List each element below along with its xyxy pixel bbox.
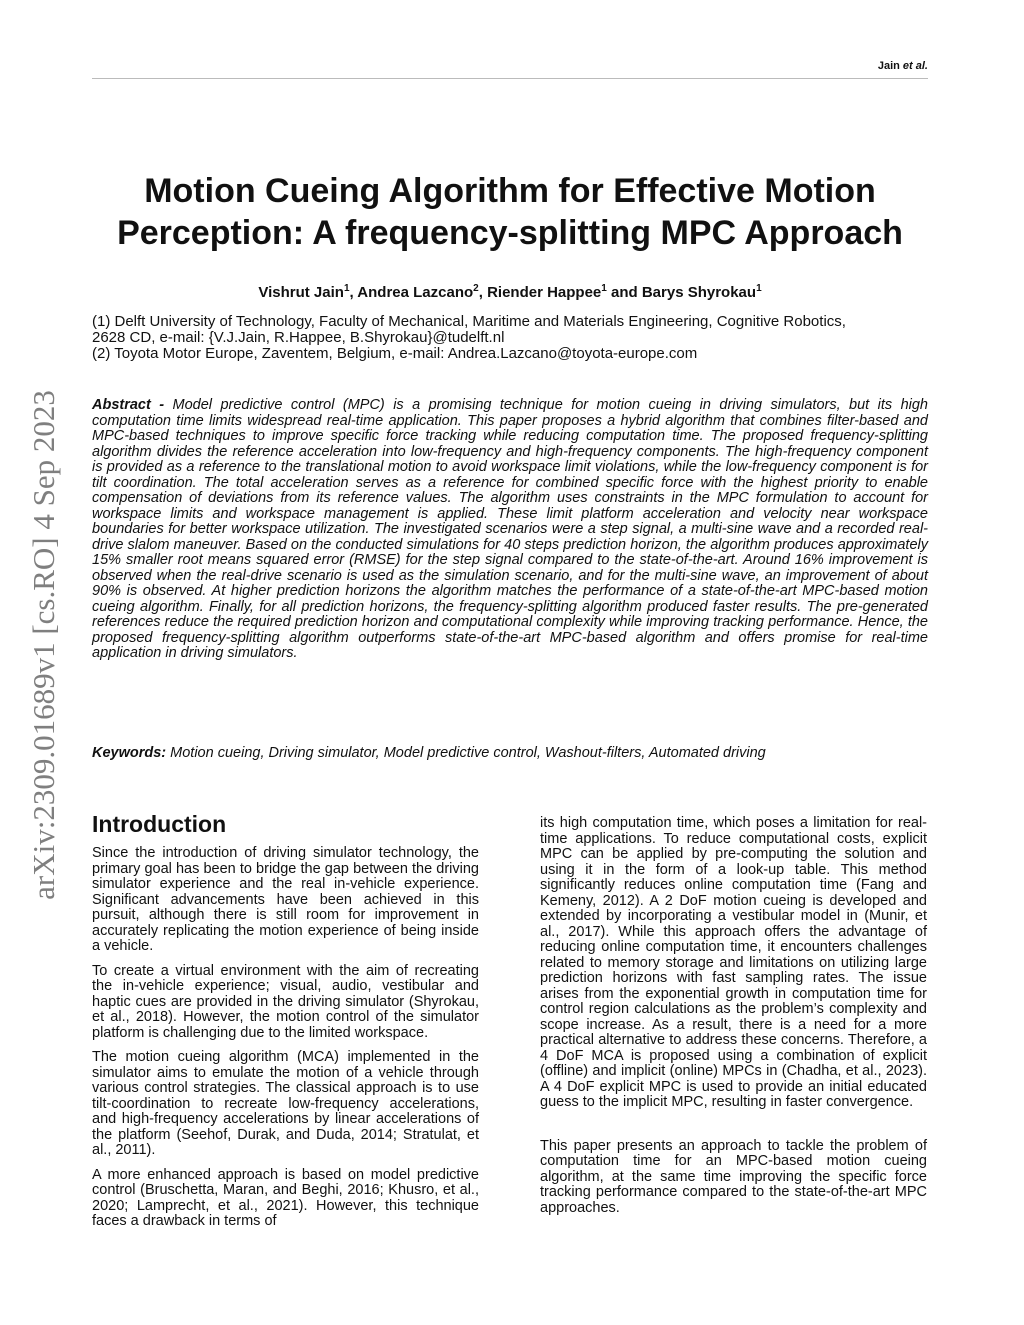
keywords: [92, 745, 928, 761]
abstract-label: Abstract -: [92, 397, 173, 413]
section-heading-introduction: Introduction: [92, 811, 227, 837]
author-separator: ,: [478, 284, 488, 301]
running-header-author: Jain: [877, 60, 900, 72]
affiliation-1-line-1: (1) Delft University of Technology, Faculty of Mechanical, Maritime and Materials Engineering, Cognitive Robotics,: [92, 313, 846, 330]
intro-paragraph: This paper presents an approach to tackle the problem of computation time for an MPC-based motion cueing algorithm, at the same time improving the specific force tracking performance compared to the state-of-the-art MPC approaches.: [540, 1137, 927, 1216]
intro-paragraph: its high computation time, which poses a limitation for real-time applications. To reduce computational costs, explicit MPC can be applied by pre-computing the solution and using it in the form of a look-up table. This method significantly reduces online computation time (Fang and Kemeny, 2012). A 2 DoF motion cueing is developed and extended by incorporating a vestibular model in (Munir, et al., 2017). While this approach offers the advantage of reducing online computation time, it encounters challenges related to memory storage and limitations on utilizing large prediction horizons with fast sampling rates. The issue arises from the exponential growth in computation time for control region calculations as the problem’s complexity and scope increase. As a result, there is a need for a more practical alternative to address these concerns. Therefore, a 4 DoF MCA is proposed using a combination of explicit (offline) and implicit (online) MPCs in (Chadha, et al., 2023). A 4 DoF explicit MPC is used to provide an initial educated guess to the implicit MPC, resulting in faster convergence.: [540, 815, 927, 1110]
author-name: Riender Happee: [487, 284, 602, 301]
affiliation-2: (2) Toyota Motor Europe, Zaventem, Belgium, e-mail: Andrea.Lazcano@toyota-europe.com: [92, 345, 698, 362]
author-name: Andrea Lazcano: [357, 284, 474, 301]
keywords-label: Keywords:: [92, 745, 167, 761]
intro-paragraph: A more enhanced approach is based on model predictive control (Bruschetta, Maran, and Beghi, 2016; Khusro, et al., 2020; Lamprecht, et al., 2021). However, this technique faces a drawback in terms of: [92, 1166, 479, 1229]
author-separator: and: [606, 284, 642, 301]
author-name: Barys Shyrokau: [641, 284, 757, 301]
running-header: [878, 60, 928, 72]
author-affiliation-mark: 1: [343, 283, 350, 294]
left-column: [92, 810, 479, 1239]
affiliation-1-line-2: 2628 CD, e-mail: {V.J.Jain, R.Happee, B.Shyrokau}@tudelft.nl: [92, 329, 505, 346]
author-affiliation-mark: 2: [473, 283, 479, 294]
author-affiliation-mark: 1: [756, 283, 762, 294]
author-name: Vishrut Jain: [258, 284, 344, 301]
intro-paragraph: To create a virtual environment with the aim of recreating the in-vehicle experience; visual, audio, vestibular and haptic cues are provided in the driving simulator (Shyrokau, et al., 2018). However, the motion control of the simulator platform is challenging due to the limited workspace.: [92, 962, 479, 1041]
arxiv-identifier: arXiv:2309.01689v1 [cs.RO] 4 Sep 2023: [26, 390, 61, 900]
intro-paragraph: The motion cueing algorithm (MCA) implemented in the simulator aims to emulate the motion of a vehicle through various control strategies. The classical approach is to use tilt-coordination to recreate low-frequency accelerations, and high-frequency accelerations by linear accelerations of the platform (Seehof, Durak, and Duda, 2014; Stratulat, et al., 2011).: [92, 1049, 479, 1158]
title-line-2: Perception: A frequency-splitting MPC Approach: [117, 214, 903, 252]
author-separator: ,: [349, 284, 358, 301]
paper-title: [92, 170, 928, 254]
abstract: [92, 398, 928, 662]
intro-paragraph: Since the introduction of driving simulator technology, the primary goal has been to bridge the gap between the driving simulator experience and the real in-vehicle experience. Significant advancements have been achieved in this pursuit, although there is still room for improvement in accurately replicating the motion experience of being inside a vehicle.: [92, 845, 479, 954]
right-column: [540, 816, 927, 1225]
running-header-etal: et al.: [902, 60, 928, 72]
header-rule: [92, 78, 928, 79]
affiliations: [92, 314, 928, 362]
keywords-text: Motion cueing, Driving simulator, Model predictive control, Washout-filters, Automated driving: [166, 745, 766, 761]
author-affiliation-mark: 1: [601, 283, 607, 294]
title-line-1: Motion Cueing Algorithm for Effective Motion: [144, 172, 876, 210]
author-list: [92, 283, 928, 301]
abstract-text: Model predictive control (MPC) is a promising technique for motion cueing in driving simulators, but its high computation time limits widespread real-time application. This paper proposes a hybrid algorithm that combines filter-based and MPC-based techniques to improve specific force tracking while reducing computation time. The proposed frequency-splitting algorithm divides the reference acceleration into low-frequency and high-frequency components. The high-frequency component is provided as a reference to the translational motion to avoid workspace limit violations, while the low-frequency component is for tilt coordination. The total acceleration serves as a reference for combined specific force with the highest priority to enable compensation of deviations from its reference values. The algorithm uses constraints in the MPC formulation to account for workspace limits and workspace management is applied. These limit platform acceleration and velocity near workspace boundaries for better workspace utilization. The investigated scenarios were a step signal, a multi-sine wave and a recorded real-drive slalom maneuver. Based on the conducted simulations for 40 steps prediction horizon, the algorithm produces approximately 15% smaller root means squared error (RMSE) for the step signal compared to the state-of-the-art. Around 16% improvement is observed when the real-drive scenario is used as the simulation scenario, and for the multi-sine wave, an improvement of about 90% is observed. At higher prediction horizons the algorithm matches the performance of a state-of-the-art MPC-based motion cueing algorithm. Finally, for all prediction horizons, the frequency-splitting algorithm produced faster results. The pre-generated references reduce the required prediction horizon and computational complexity while improving tracking performance. Hence, the proposed frequency-splitting algorithm outperforms state-of-the-art MPC-based algorithm and offers promise for real-time application in driving simulators.: [92, 397, 928, 661]
